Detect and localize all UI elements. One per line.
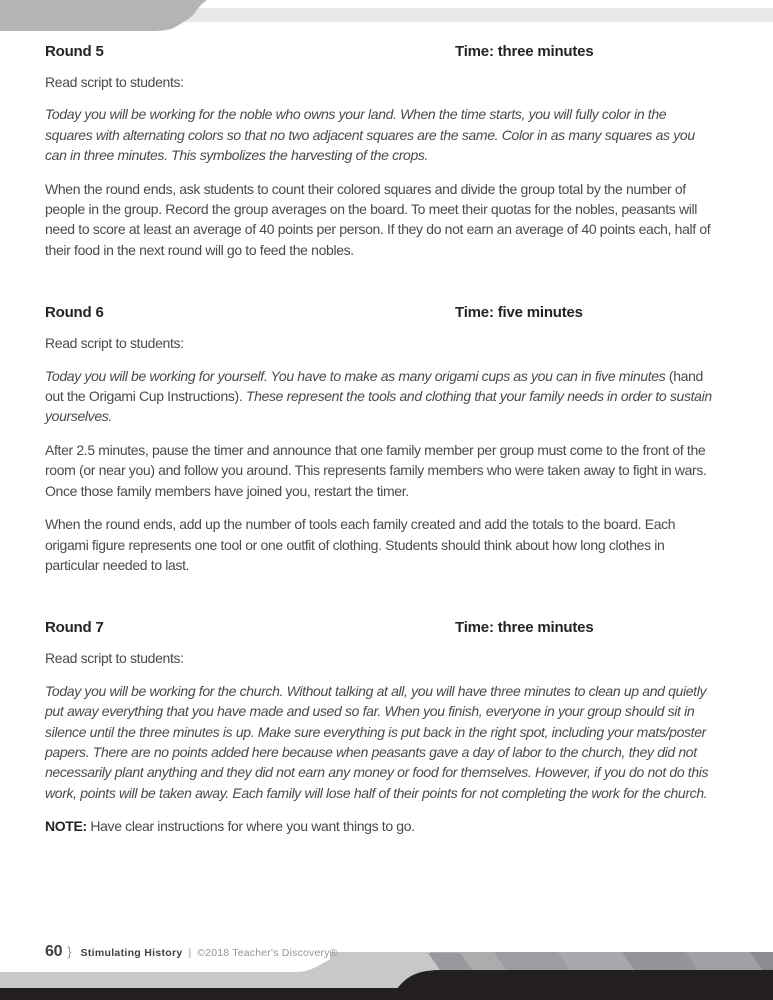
time-label: Time: five minutes (455, 304, 583, 322)
read-script-line: Read script to students: (45, 74, 184, 90)
section-head (45, 618, 773, 638)
instruction-paragraph: When the round ends, add up the number of tools each family created and add the totals to the board. Each origami figure represents one tool or one outfit of clothing. Students should think about how long clothes in particular needed to last. (45, 516, 676, 573)
section-round-6 (45, 303, 773, 575)
copyright-text: ©2018 Teacher's Discovery® (197, 947, 338, 959)
page-number: 60 (45, 943, 63, 960)
separator: | (188, 947, 192, 959)
section-head (45, 42, 773, 62)
instruction-paragraph: After 2.5 minutes, pause the timer and announce that one family member per group must come to the front of the room (or near you) and follow you around. This represents family members who were taken away to fight in wars. Once those family members have joined you, restart the timer. (45, 441, 707, 499)
footer-stripe (622, 952, 698, 970)
footer-text (45, 943, 338, 961)
brace-glyph: } (67, 944, 72, 959)
book-title: Stimulating History (80, 947, 183, 959)
section-round-5 (45, 42, 773, 260)
footer-stripe (686, 952, 762, 970)
round-title: Round 7 (45, 619, 104, 637)
footer-stripe (494, 952, 570, 970)
footer-black-strip (0, 988, 773, 1000)
note-label: NOTE: (45, 818, 87, 835)
section-head (45, 303, 773, 323)
script-text-upright: (hand out the Origami Cup Instructions). (45, 367, 703, 405)
script-paragraph (45, 104, 717, 165)
script-text: Today you will be working for the noble who owns your land. When the time starts, you will fully color in the squares with alternating colors so that no two adjacent squares are the same. Color in as many squares as you can in three minutes. This symbolizes the harvesting of the crops. (45, 106, 695, 164)
time-label: Time: three minutes (455, 619, 594, 637)
script-text: Today you will be working for yourself. You have to make as many origami cups as you can in five minutes (45, 367, 669, 384)
footer-band-graphic (0, 930, 773, 1000)
section-round-7 (45, 618, 773, 836)
script-paragraph (45, 366, 717, 427)
read-script-line: Read script to students: (45, 650, 184, 667)
footer-stripe (558, 952, 634, 970)
note-text: Have clear instructions for where you want things to go. (86, 818, 415, 835)
script-text: These represent the tools and clothing that your family needs in order to sustain yourselves. (45, 388, 712, 425)
script-text: Today you will be working for the church. Without talking at all, you will have three minutes to clean up and quietly put away everything that you have made and used so far. When you finish, everyone in your group should sit in silence until the three minutes is up. Make sure everything is put back in the right spot, including your mats/poster papers. There are no points added here because when peasants gave a day of labor to the church, they did not necessarily plant anything and they did not earn any money or food for themselves. However, if you do not do this work, points will be taken away. Each family will lose half of their points for not completing the work for the church. (45, 682, 709, 801)
time-label: Time: three minutes (455, 43, 594, 60)
script-paragraph (45, 681, 717, 803)
note-paragraph (45, 816, 717, 836)
read-script-line: Read script to students: (45, 335, 184, 352)
round-title: Round 5 (45, 43, 104, 60)
instruction-paragraph: When the round ends, ask students to count their colored squares and divide the group total by the number of people in the group. Record the group averages on the board. To meet their quotas for the nobles, peasants will need to score at least an average of 40 points per person. If they do not earn an average of 40 points each, half of their food in the next round will go to feed the nobles. (45, 180, 711, 258)
round-title: Round 6 (45, 304, 104, 322)
